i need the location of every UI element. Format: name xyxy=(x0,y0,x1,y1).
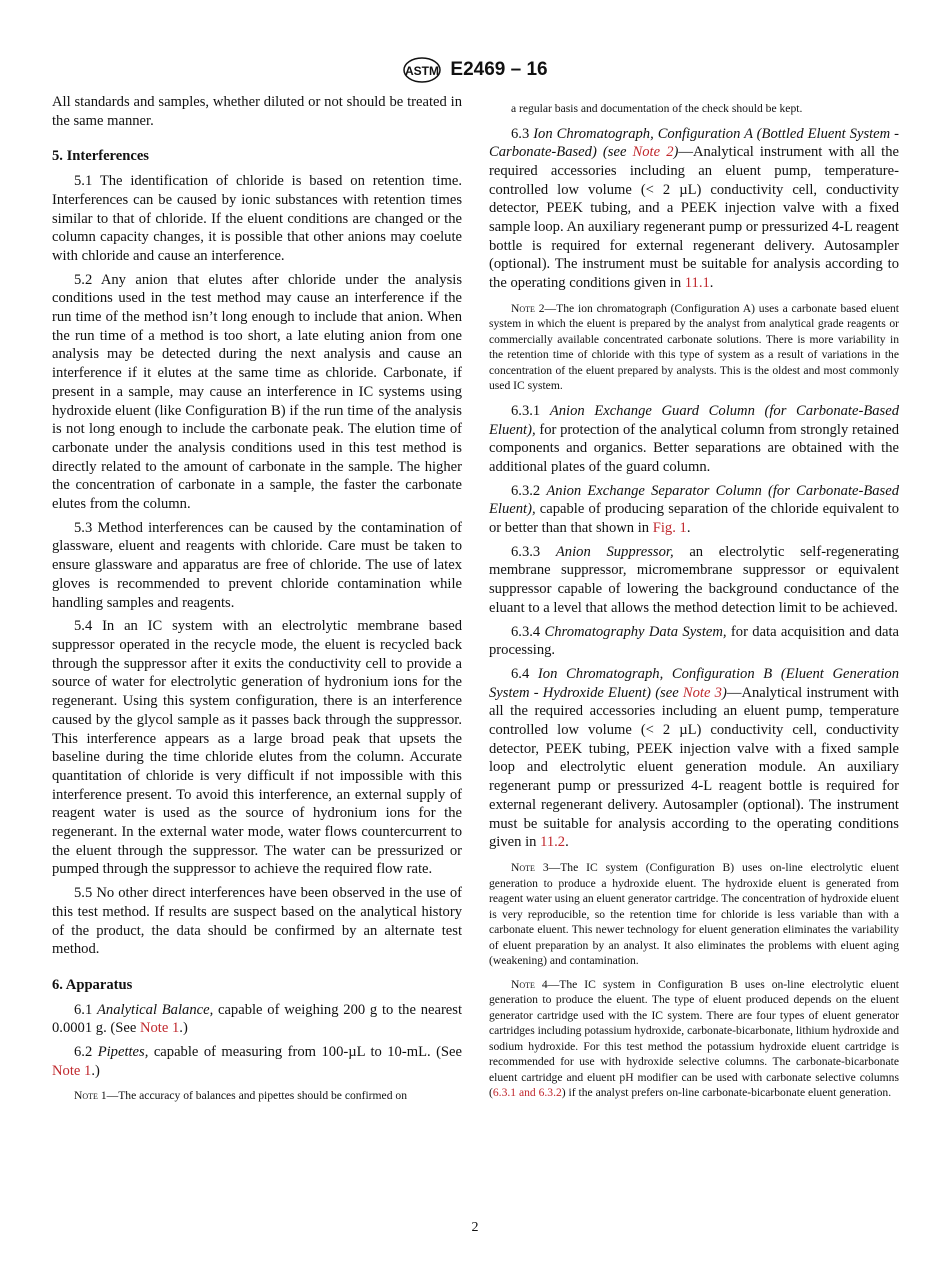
text-run: an electrolytic self-regenerating membrane suppressor, micromembrane suppressor or equivalent suppressor capable of lowering the background conductance of the eluant to a level that allows the method detection limit to be achieved. xyxy=(489,543,899,616)
page-number: 2 xyxy=(471,1220,479,1235)
text-run: 5.3 Method interferences can be caused by the contamination of glassware, eluent and reagents with chloride. Care must be taken to ensure glassware and apparatus are free of chloride. The use of latex gloves is recommended to prevent chloride contamination while handling samples and reagents. xyxy=(52,519,462,611)
text-run: capable of weighing 200 g to the nearest 0.0001 g. (See xyxy=(52,1001,463,1037)
text-run: 6.4 xyxy=(511,665,538,682)
text-run: .) xyxy=(91,1062,100,1079)
text-run: . xyxy=(686,520,691,537)
text-run: Note xyxy=(74,1089,98,1103)
text-run: 1—The accuracy of balances and pipettes should be confirmed on xyxy=(97,1089,407,1103)
section-heading xyxy=(52,147,462,166)
text-run: Note xyxy=(511,861,535,874)
text-run: capable of measuring from 100-µL to 10-mL. (See xyxy=(148,1044,463,1061)
italic-term: Anion Suppressor, xyxy=(555,543,674,560)
italic-term: Pipettes, xyxy=(97,1044,149,1061)
text-run: 4—The IC system in Configuration B uses on-line electrolytic eluent generation to produce the eluent. The type of eluent produced depends on the eluent generator cartridge used with the IC system. There are four types of eluent generator cartridges including potassium hydroxide, carbonate-bicarbonate, lithium hydroxide and sodium hydroxide. For this test method the potassium hydroxide eluent cartridge is recommended for use with hydroxide selective columns. The carbonate-bicarbonate eluent cartridge and eluent pH modifier can be used with carbonate selective columns ( xyxy=(489,977,899,1099)
body-paragraph xyxy=(52,617,462,879)
text-run: 6.1 xyxy=(74,1001,98,1018)
text-run: for data acquisition and data processing. xyxy=(489,623,900,659)
italic-term: ) xyxy=(721,684,727,701)
svg-text:ASTM: ASTM xyxy=(405,64,440,78)
body-paragraph xyxy=(52,93,462,130)
text-run: 6.2 xyxy=(74,1044,98,1061)
text-run: 5.5 No other direct interferences have been observed in the use of this test method. If results are suspect based on the analytical history of the product, the data should be confirmed by an alternate test method. xyxy=(52,885,462,958)
text-run: a regular basis and documentation of the check should be kept. xyxy=(511,102,803,115)
text-run: 6.3.4 xyxy=(511,623,545,640)
cross-reference-link[interactable]: Note 2 xyxy=(632,144,674,161)
text-run: ) if the analyst prefers on-line carbonate-bicarbonate eluent generation. xyxy=(561,1086,892,1099)
text-run: 6.3.2 xyxy=(511,482,547,499)
cross-reference-link[interactable]: 11.2 xyxy=(540,834,566,851)
italic-term: Anion Exchange Guard Column (for Carbonate-Based Eluent), xyxy=(489,402,899,438)
note-paragraph xyxy=(489,101,899,117)
standard-designation: E2469 – 16 xyxy=(450,59,548,80)
italic-term: ) xyxy=(673,144,679,161)
body-paragraph xyxy=(489,665,899,852)
text-run: . xyxy=(565,834,569,851)
body-paragraph xyxy=(489,125,899,293)
astm-logo-icon xyxy=(402,56,442,84)
italic-term: Anion Exchange Separator Column (for Carbonate-Based Eluent), xyxy=(489,482,899,518)
left-column xyxy=(52,93,462,1112)
italic-term: Analytical Balance, xyxy=(97,1001,214,1018)
body-paragraph xyxy=(489,482,899,538)
text-run: 2—The ion chromatograph (Configuration A) uses a carbonate based eluent system in which the eluent is prepared by the analyst from analytical grade reagents or commercially available concentrated carbonate solutions. There is more variability in the retention time of chloride with this type of system as a result of variations in the concentration of the eluent prepared by analysts. This is the oldest and most commonly used IC system. xyxy=(489,301,899,393)
text-run: 5. Interferences xyxy=(52,148,149,165)
note-paragraph xyxy=(52,1088,462,1104)
text-run: .) xyxy=(179,1020,188,1037)
body-paragraph xyxy=(489,543,899,618)
body-paragraph xyxy=(489,623,899,660)
body-paragraph xyxy=(489,402,899,477)
text-run: Note xyxy=(511,301,535,315)
text-run: for protection of the analytical column from strongly retained components and organics. Better separations are obtained with the additional plates of the guard column. xyxy=(489,421,899,475)
text-run: All standards and samples, whether diluted or not should be treated in the same manner. xyxy=(52,94,462,129)
right-column xyxy=(489,93,899,1109)
page-header xyxy=(0,56,950,84)
italic-term: Chromatography Data System, xyxy=(544,623,727,640)
body-paragraph xyxy=(52,884,462,959)
note-paragraph xyxy=(489,860,899,969)
body-paragraph xyxy=(52,271,462,514)
cross-reference-link[interactable]: Note 1 xyxy=(139,1020,180,1037)
italic-term: Ion Chromatograph, Configuration A (Bottled Eluent System - Carbonate-Based) (see xyxy=(489,125,899,161)
text-run: . xyxy=(709,275,714,292)
italic-term: Ion Chromatograph, Configuration B (Eluent Generation System - Hydroxide Eluent) (see xyxy=(489,665,899,701)
note-paragraph xyxy=(489,301,899,394)
section-heading xyxy=(52,976,462,995)
cross-reference-link[interactable]: Note 3 xyxy=(682,684,722,701)
cross-reference-link[interactable]: 11.1 xyxy=(684,275,710,292)
text-run: —Analytical instrument with all the required accessories including an eluent pump, temperature controlled low volume (< 2 µL) conductivity cell, conductivity detector, PEEK tubing, PEEK injection valve with a fixed sample loop and electrolytic eluent generation module. An auxiliary regenerant pump or pressurized 4-L reagent bottle is required for external regenerant delivery. Autosampler (optional). The instrument must be suitable for analysis according to the operating conditions given in xyxy=(489,684,899,851)
cross-reference-link[interactable]: 6.3.1 and 6.3.2 xyxy=(492,1086,562,1099)
body-paragraph xyxy=(52,1001,462,1038)
text-run: Note xyxy=(511,977,535,991)
text-run: 5.1 The identification of chloride is based on retention time. Interferences can be caused by ionic substances with retention times similar to that of chloride. If the eluent conditions are changed or the column capacity changes, it is possible that other anions may coelute with chloride and cause an interference. xyxy=(52,173,462,264)
text-run: 6.3.3 xyxy=(511,543,556,560)
text-run: 6.3 xyxy=(511,125,534,142)
cross-reference-link[interactable]: Fig. 1 xyxy=(652,520,687,537)
text-run: 6.3.1 xyxy=(511,402,550,419)
body-paragraph xyxy=(52,172,462,266)
text-run: 6. Apparatus xyxy=(52,976,133,993)
note-paragraph xyxy=(489,977,899,1101)
text-run: 3—The IC system (Configuration B) uses on-line electrolytic eluent generation to produce a hydroxide eluent. The hydroxide eluent is generated from reagent water using an eluent generator cartridge. The concentration of hydroxide eluent is very reproducible, so the retention time for chloride is less variable than with a carbonate eluent. This newer technology for eluent generation eliminates the variability of eluent preparation by an analyst. It also eliminates the problems with eluent aging (weakening) and contamination. xyxy=(489,861,899,967)
body-paragraph xyxy=(52,1043,462,1080)
body-paragraph xyxy=(52,519,462,613)
text-run: 5.4 In an IC system with an electrolytic membrane based suppressor operated in the recycle mode, the eluent is recycled back through the suppressor after it exits the conductivity cell to provide a source of water for electrolytic generation of hydronium ions for the regenerant. Using this system configuration, there is an interference caused by the glycol sample as it passes back through the suppressor. This interference appears as a large broad peak that upsets the baseline during the time chloride elutes from the column. Accurate quantitation of chloride is very difficult if not impossible with this interference present. To avoid this interference, an external supply of reagent water is used as the source of hydronium ions for the regenerant. In the external water mode, water flows countercurrent to the eluent through the suppressor. The water can be pressurized or pumped through the suppressor to achieve the required flow rate. xyxy=(52,618,462,878)
text-run: 5.2 Any anion that elutes after chloride under the analysis conditions used in the test method may cause an interference if the run time of the method isn’t long enough to include that anion. When the run time of a method is too short, a late eluting anion from one analysis may be detected during the next analysis and cause an interference if it elutes at the same time as chloride. Carbonate, if present in a sample, may cause an interference in IC systems using hydroxide eluent (like Configuration B) if the run time of the analysis is not long enough to include the carbonate peak. The elution time of carbonate under the analysis conditions used in this test method is directly related to the amount of carbonate in the sample. The higher the concentration of carbonate in a sample, the faster the carbonate elutes from the column. xyxy=(52,271,462,513)
text-run: capable of producing separation of the chloride equivalent to or better than that shown in xyxy=(489,501,899,537)
cross-reference-link[interactable]: Note 1 xyxy=(52,1062,92,1079)
text-run: —Analytical instrument with all the required accessories including an eluent pump, temperature-controlled low volume (< 2 µL) conductivity cell, conductivity detector, PEEK tubing, and a PEEK injection valve with a fixed sample loop. An auxiliary regenerant pump or pressurized 4-L reagent bottle is required for external regenerant delivery. Autosampler (optional). The instrument must be suitable for analysis according to the operating conditions given in xyxy=(489,144,899,292)
